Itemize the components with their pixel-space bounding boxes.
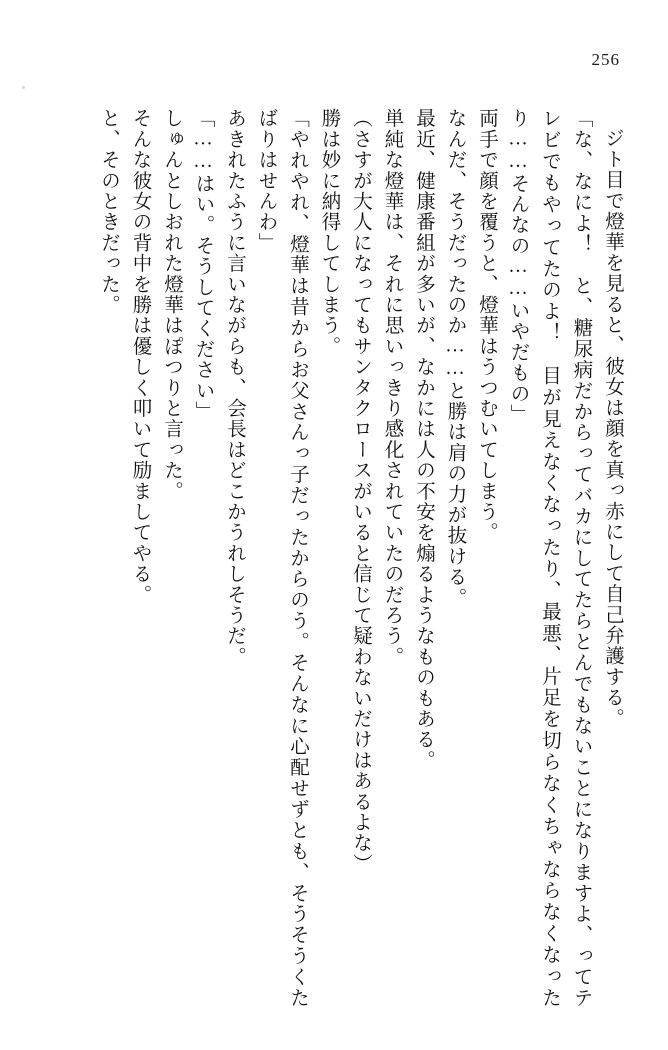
paragraph: 「やれやれ、燈華は昔からお父さんっ子だったからのう。そんなに心配せずとも、そうそうくたばりはせんわ」: [255, 108, 308, 1008]
paragraph: なんだ、そうだったのか……と勝は肩の力が抜ける。: [444, 108, 466, 608]
page-body-text: [40, 108, 628, 1008]
paragraph: 「……はい。そうしてください」: [192, 108, 214, 422]
paragraph: と、そのときだった。: [98, 108, 119, 315]
paragraph: しゅんとしおれた燈華はぽつりと言った。: [161, 108, 182, 502]
paragraph: ジト目で燈華を見ると、彼女は顔を真っ赤にして自己弁護する。: [602, 127, 623, 728]
paragraph: 最近、健康番組が多いが、なかには人の不安を煽るようなものもある。: [413, 108, 434, 771]
paragraph: そんな彼女の背中を勝は優しく叩いて励ましてやる。: [129, 108, 151, 605]
paragraph: （さすが大人になってもサンタクロースがいると信じて疑わないだけはあるよな）: [350, 108, 371, 874]
paragraph: 両手で顔を覆うと、燈華はうつむいてしまう。: [476, 108, 497, 543]
paragraph: 勝は妙に納得してしまう。: [318, 108, 340, 357]
paragraph: 「な、なによ！ と、糖尿病だからってバカにしてたらとんでもないことになりますよ、ってテレビでもやってたのよ！ 目が見えなくなったり、最悪、片足を切らなくちゃならなくなったり……そんなの……いやだもの」: [507, 108, 592, 1008]
scan-speck: [22, 86, 25, 89]
paragraph: あきれたふうに言いながらも、会長はどこかうれしそうだ。: [224, 108, 245, 667]
page-number: 256: [591, 50, 620, 69]
paragraph: 単純な燈華は、それに思いっきり感化されていたのだろう。: [381, 108, 403, 667]
